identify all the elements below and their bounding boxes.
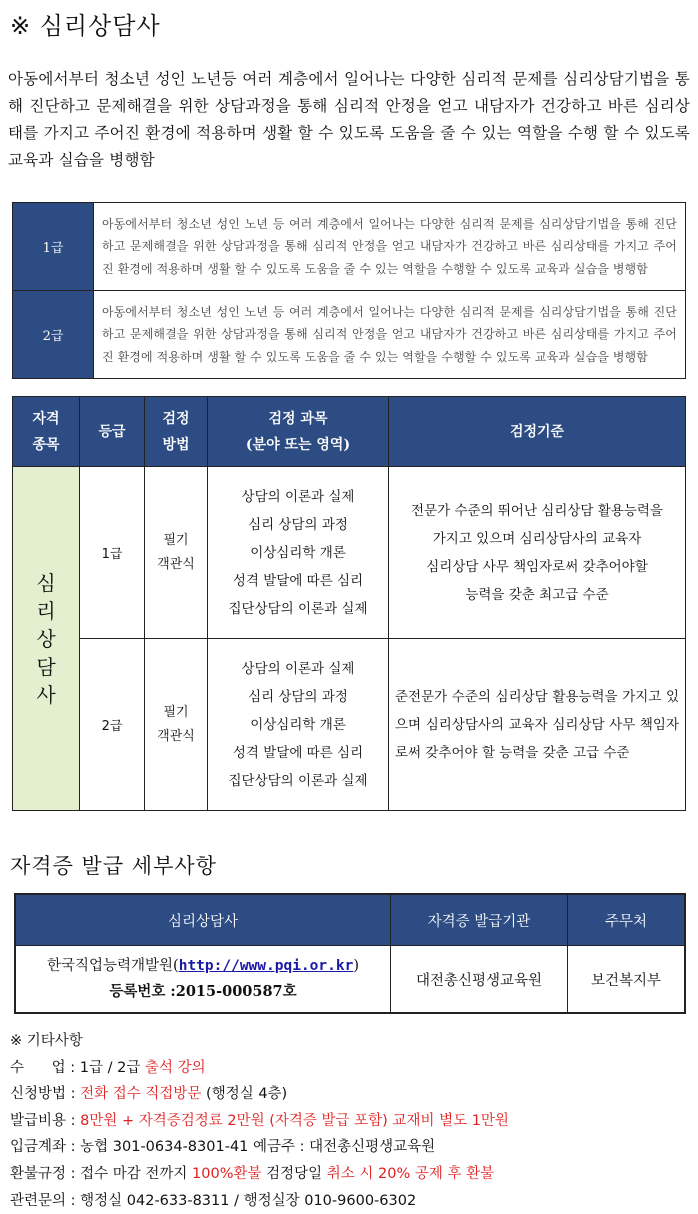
exam-subjects <box>208 467 389 639</box>
exam-method-line2: 객관식 <box>157 556 195 572</box>
exam-subject: 심리 상담의 과정 <box>248 688 348 705</box>
misc-value-highlight: 취소 시 20% 공제 후 환불 <box>326 1165 495 1182</box>
exam-subject: 상담의 이론과 실제 <box>241 660 355 677</box>
exam-row-grade2 <box>13 639 686 811</box>
exam-subjects <box>208 639 389 811</box>
authority-name: 보건복지부 <box>568 946 686 1014</box>
exam-subject: 집단상담의 이론과 실제 <box>228 600 368 617</box>
misc-line-contact <box>10 1188 690 1214</box>
misc-value: 검정당일 <box>261 1165 327 1182</box>
misc-label: 입금계좌 : <box>10 1139 81 1156</box>
exam-row-grade1 <box>13 467 686 639</box>
exam-criteria-line: 준전문가 수준의 심리상담 활용능력을 가지고 있으며 심리상담사의 교육자 심리상담 사무 책임자로써 갖추어야 할 능력을 갖춘 고급 수준 <box>395 688 679 761</box>
header-method-line2: 방법 <box>162 436 190 453</box>
exam-table <box>12 396 686 811</box>
exam-criteria-line: 심리상담 사무 책임자로써 갖추어야할 <box>426 558 648 575</box>
issuance-header-row <box>15 894 685 946</box>
grade-description: 아동에서부터 청소년 성인 노년 등 여러 계층에서 일어나는 다양한 심리적 문제를 심리상담기법을 통해 진단하고 문제해결을 위한 상담과정을 통해 심리적 안정을 얻고 내담자가 건강하고 바른 심리상태를 가지고 주어진 환경에 적용하며 생활 할 수 있도록 도움을 줄 수 있는 역할을 수행할 수 있도록 교육과 실습을 병행함 <box>94 291 686 379</box>
header-criteria: 검정기준 <box>389 397 686 467</box>
exam-subject: 심리 상담의 과정 <box>248 516 348 533</box>
issuance-row <box>15 946 685 1014</box>
misc-line-refund <box>10 1161 690 1188</box>
misc-line-account <box>10 1134 690 1161</box>
qualification-char: 심 <box>36 570 56 595</box>
grade-label: 1급 <box>13 203 94 291</box>
header-subject-line1: 검정 과목 <box>268 410 328 427</box>
grade-description-table <box>12 202 686 379</box>
exam-criteria <box>389 467 686 639</box>
grade-label: 2급 <box>13 291 94 379</box>
header-authority: 주무처 <box>568 894 686 946</box>
org-link-close: ) <box>353 958 359 974</box>
exam-method-line2: 객관식 <box>157 728 195 744</box>
misc-line-fee <box>10 1108 690 1135</box>
header-issuer: 자격증 발급기관 <box>391 894 568 946</box>
qualification-char: 상 <box>36 626 56 651</box>
misc-label: 발급비용 : <box>10 1112 81 1129</box>
exam-method <box>145 467 208 639</box>
header-qualification-line2: 종목 <box>32 436 60 453</box>
misc-value: 행정실 042-633-8311 / 행정실장 010-9600-6302 <box>80 1192 417 1209</box>
exam-method-line1: 필기 <box>163 704 189 720</box>
registration-info <box>15 946 391 1014</box>
qualification-char: 리 <box>36 598 56 623</box>
org-link-open: ( <box>173 958 179 974</box>
issuance-section-title: 자격증 발급 세부사항 <box>10 854 217 878</box>
misc-label: 신청방법 : <box>10 1086 81 1103</box>
misc-value-highlight: 출석 강의 <box>144 1059 206 1076</box>
issuer-name: 대전총신평생교육원 <box>391 946 568 1014</box>
exam-subject: 성격 발달에 따른 심리 <box>232 744 364 761</box>
misc-line-class <box>10 1055 690 1082</box>
misc-label: 환불규정 : <box>10 1165 81 1182</box>
misc-value-highlight: 8만원 + 자격증검정료 2만원 (자격증 발급 포함) 교재비 별도 1만원 <box>80 1112 509 1129</box>
header-subject-line2: (분야 또는 영역) <box>245 436 351 453</box>
header-qualification-line1: 자격 <box>32 410 60 427</box>
misc-label: 관련문의 : <box>10 1192 81 1209</box>
exam-grade: 1급 <box>80 467 145 639</box>
misc-value: (행정실 4층) <box>201 1086 288 1103</box>
issuance-table <box>14 893 686 1014</box>
exam-subject: 상담의 이론과 실제 <box>241 488 355 505</box>
grade-row <box>13 291 686 379</box>
registration-number: 등록번호 :2015-000587호 <box>109 983 297 1000</box>
exam-method-line1: 필기 <box>163 532 189 548</box>
exam-subject: 성격 발달에 따른 심리 <box>232 572 364 589</box>
misc-heading: ※ 기타사항 <box>10 1033 83 1049</box>
misc-notes <box>10 1028 690 1214</box>
header-subject <box>208 397 389 467</box>
misc-line-apply <box>10 1081 690 1108</box>
exam-subject: 집단상담의 이론과 실제 <box>228 772 368 789</box>
exam-method <box>145 639 208 811</box>
qualification-name <box>13 467 80 811</box>
grade-row <box>13 203 686 291</box>
exam-header-row <box>13 397 686 467</box>
misc-value-highlight: 100%환불 <box>192 1165 262 1182</box>
header-method-line1: 검정 <box>162 410 190 427</box>
misc-label: 수 업 : <box>10 1059 80 1076</box>
exam-criteria-line: 가지고 있으며 심리상담사의 교육자 <box>432 530 642 547</box>
exam-subject: 이상심리학 개론 <box>250 544 346 561</box>
misc-value: 농협 301-0634-8301-41 예금주 : 대전총신평생교육원 <box>80 1139 436 1156</box>
exam-criteria <box>389 639 686 811</box>
exam-criteria-line: 전문가 수준의 뛰어난 심리상담 활용능력을 <box>411 502 663 519</box>
header-qualification <box>13 397 80 467</box>
org-website-link[interactable]: http://www.pqi.or.kr <box>178 958 354 974</box>
grade-description: 아동에서부터 청소년 성인 노년 등 여러 계층에서 일어나는 다양한 심리적 문제를 심리상담기법을 통해 진단하고 문제해결을 위한 상담과정을 통해 심리적 안정을 얻고 내담자가 건강하고 바른 심리상태를 가지고 주어진 환경에 적용하며 생활 할 수 있도록 도움을 줄 수 있는 역할을 수행할 수 있도록 교육과 실습을 병행함 <box>94 203 686 291</box>
page-title: ※ 심리상담사 <box>10 12 161 40</box>
header-method <box>145 397 208 467</box>
exam-subject: 이상심리학 개론 <box>250 716 346 733</box>
misc-value: 1급 / 2급 <box>79 1059 145 1076</box>
exam-criteria-line: 능력을 갖춘 최고급 수준 <box>465 586 609 603</box>
header-qualification-name: 심리상담사 <box>15 894 391 946</box>
exam-grade: 2급 <box>80 639 145 811</box>
org-name: 한국직업능력개발원 <box>46 958 174 974</box>
header-grade: 등급 <box>80 397 145 467</box>
qualification-char: 사 <box>36 682 56 707</box>
misc-value: 접수 마감 전까지 <box>80 1165 193 1182</box>
misc-value-highlight: 전화 접수 직접방문 <box>80 1086 202 1103</box>
intro-paragraph: 아동에서부터 청소년 성인 노년등 여러 계층에서 일어나는 다양한 심리적 문제를 심리상담기법을 통해 진단하고 문제해결을 위한 상담과정을 통해 심리적 안정을 얻고 내담자가 건강하고 바른 심리상태를 가지고 주어진 환경에 적용하며 생활 할 수 있도록 도움을 줄 수 있는 역할을 수행 할 수 있도록 교육과 실습을 병행함 <box>8 70 690 169</box>
qualification-char: 담 <box>36 654 56 679</box>
